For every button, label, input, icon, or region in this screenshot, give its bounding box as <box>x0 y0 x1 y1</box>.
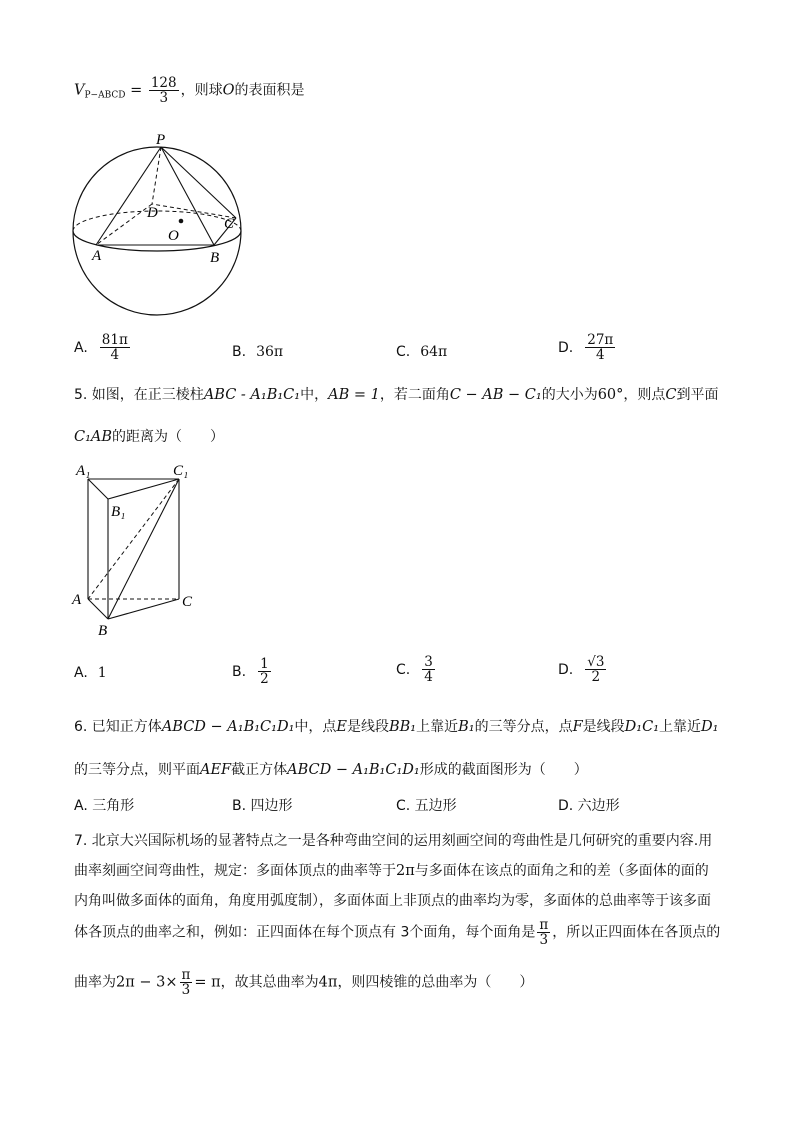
q4-stem <box>74 76 305 105</box>
label-O: O <box>168 228 179 244</box>
math-cube: ABCD − A₁B₁C₁D₁ <box>287 762 420 778</box>
stem-text-end: 的表面积是 <box>234 82 305 99</box>
expression-fraction <box>180 968 193 997</box>
volume-symbol: V <box>74 82 85 99</box>
fraction-denominator: 4 <box>595 347 605 364</box>
fraction-numerator: 1 <box>260 656 269 672</box>
math-segment-bb1: BB₁ <box>389 719 417 735</box>
math-dihedral: C − AB − C₁ <box>449 387 542 403</box>
stem-text: ，所以正四面体在各顶点的 <box>552 924 721 941</box>
stem-text: 曲率刻画空间弯曲性，规定：多面体顶点的曲率等于 <box>74 863 396 879</box>
sphere-center-symbol: O <box>222 82 235 99</box>
math-plane: C₁AB <box>74 429 113 445</box>
stem-text: 的三等分点，点 <box>474 719 573 735</box>
q7-stem-line4 <box>74 918 720 947</box>
q6-option-b[interactable]: B. 四边形 <box>232 798 293 814</box>
sphere-pyramid-figure <box>66 128 256 328</box>
label-B: B <box>210 250 220 266</box>
option-label: B. <box>232 344 247 360</box>
fraction-denominator: 4 <box>424 669 433 686</box>
q6-option-c[interactable]: C. 五边形 <box>396 798 457 814</box>
fraction-denominator: 3 <box>539 932 549 949</box>
stem-text: 截正方体 <box>231 762 288 778</box>
label-B1: B₁ <box>111 504 126 520</box>
q5-option-a[interactable] <box>74 665 107 681</box>
edge-AB <box>88 599 108 619</box>
edge-DA <box>96 204 152 245</box>
label-A: A <box>92 248 102 264</box>
math-cube: ABCD − A₁B₁C₁D₁ <box>161 719 295 735</box>
stem-text: 是线段 <box>347 719 389 735</box>
volume-fraction <box>149 76 179 105</box>
option-fraction <box>585 655 606 684</box>
prism-figure <box>66 456 206 641</box>
q5-option-c[interactable] <box>396 655 437 684</box>
math-ab-length: AB = 1 <box>328 387 380 403</box>
fraction-denominator: 2 <box>591 669 601 686</box>
stem-text: ，则四棱锥的总曲率为（ ） <box>337 974 534 991</box>
q5-stem-line1 <box>74 384 719 404</box>
face-angle-fraction <box>537 918 550 947</box>
q4-option-a[interactable] <box>74 333 132 362</box>
equals-sign: = <box>130 82 143 99</box>
option-label: C. <box>396 344 411 360</box>
q5-stem-line2 <box>74 426 224 446</box>
stem-text: 中，点 <box>294 719 337 735</box>
math-prism: ABC - A₁B₁C₁ <box>203 387 301 403</box>
stem-text: 是线段 <box>582 719 625 735</box>
edge-PA <box>96 147 161 245</box>
stem-text: 体各顶点的曲率之和，例如：正四面体在每个顶点有 3个面角，每个面角是 <box>74 924 536 941</box>
stem-text: 到平面 <box>676 387 719 403</box>
q6-option-a[interactable]: A. 三角形 <box>74 798 135 814</box>
q5-option-b[interactable] <box>232 657 273 686</box>
label-A1: A₁ <box>76 463 91 479</box>
fraction-numerator: 81π <box>101 332 128 348</box>
stem-text: 的大小为 <box>541 387 598 403</box>
stem-text: 5. 如图，在正三棱柱 <box>74 387 204 403</box>
stem-text: 中， <box>300 387 329 403</box>
fraction-numerator: 3 <box>424 654 433 670</box>
sphere-outline <box>73 147 241 315</box>
edge-C1A <box>88 479 179 599</box>
math-point-f: F <box>572 719 583 735</box>
fraction-numerator: π <box>539 917 549 933</box>
fraction-denominator: 2 <box>260 671 269 688</box>
q4-option-b[interactable] <box>232 344 283 360</box>
math-point-c: C <box>665 387 677 403</box>
q5-option-d[interactable] <box>558 655 608 684</box>
edge-C1B <box>108 479 179 619</box>
stem-text: 上靠近 <box>416 719 459 735</box>
label-B: B <box>98 623 108 639</box>
stem-text: 形成的截面图形为（ ） <box>419 762 588 778</box>
fraction-numerator: 27π <box>587 332 614 348</box>
label-A: A <box>72 592 82 608</box>
math-angle: 60° <box>597 387 624 403</box>
q4-option-d[interactable] <box>558 333 617 362</box>
math-expression: 2π − 3× <box>116 974 178 991</box>
label-D: D <box>147 205 158 221</box>
center-point <box>179 219 184 224</box>
math-2pi: 2π <box>396 863 415 879</box>
fraction-denominator: 3 <box>159 90 169 107</box>
q7-stem-line5 <box>74 968 533 997</box>
fraction-numerator: π <box>181 967 191 983</box>
math-segment-d1c1: D₁C₁ <box>624 719 660 735</box>
label-C1: C₁ <box>173 463 189 479</box>
stem-text: ，则球 <box>180 82 223 99</box>
stem-text: 6. 已知正方体 <box>74 719 162 735</box>
label-C: C <box>182 594 193 610</box>
label-P: P <box>156 132 166 148</box>
edge-A1B1 <box>88 479 108 499</box>
q6-stem-line2 <box>74 759 588 779</box>
stem-text: ，若二面角 <box>379 387 450 403</box>
stem-text: 与多面体在该点的面角之和的差（多面体的面的 <box>414 863 709 879</box>
math-point-e: E <box>336 719 347 735</box>
math-point-d1: D₁ <box>701 719 719 735</box>
option-fraction <box>100 333 130 362</box>
fraction-denominator: 4 <box>110 347 120 364</box>
edge-PD <box>152 147 161 204</box>
fraction-denominator: 3 <box>181 982 191 999</box>
option-label: A. <box>74 339 88 356</box>
q4-option-c[interactable] <box>396 344 447 360</box>
fraction-numerator: 128 <box>150 75 177 91</box>
q7-stem-line1: 7. 北京大兴国际机场的显著特点之一是各种弯曲空间的运用刻画空间的弯曲性是几何研究的重要内容.用 <box>74 833 713 849</box>
edge-BC <box>108 599 179 619</box>
option-value: 1 <box>97 665 107 681</box>
math-4pi: 4π <box>318 974 338 991</box>
option-fraction <box>422 655 435 684</box>
option-label: B. <box>232 663 247 680</box>
option-fraction <box>585 333 615 362</box>
math-plane-aef: AEF <box>200 762 232 778</box>
fraction-numerator: √3 <box>587 654 605 670</box>
option-value: 36π <box>256 344 284 360</box>
option-label: D. <box>558 339 574 356</box>
option-label: C. <box>396 661 411 678</box>
option-label: D. <box>558 661 574 678</box>
edge-B1C1 <box>108 479 179 499</box>
stem-text: ，则点 <box>623 387 666 403</box>
stem-text: 的三等分点，则平面 <box>74 762 200 778</box>
option-label: A. <box>74 665 88 681</box>
stem-text: 上靠近 <box>659 719 702 735</box>
q6-stem-line1 <box>74 716 718 736</box>
option-value: 64π <box>420 344 448 360</box>
stem-text: ，故其总曲率为 <box>220 974 319 991</box>
math-point-b1: B₁ <box>458 719 475 735</box>
q7-stem-line3: 内角叫做多面体的面角，角度用弧度制），多面体面上非顶点的曲率均为零，多面体的总曲率等于该多面 <box>74 893 711 909</box>
option-fraction <box>258 657 271 686</box>
stem-text: 曲率为 <box>74 974 116 991</box>
label-C: C <box>224 216 235 232</box>
math-result: = π <box>194 974 221 991</box>
stem-text: 的距离为（ ） <box>112 429 225 445</box>
volume-subscript: P−ABCD <box>84 90 126 101</box>
q7-stem-line2 <box>74 860 709 880</box>
q6-option-d[interactable]: D. 六边形 <box>558 798 620 814</box>
